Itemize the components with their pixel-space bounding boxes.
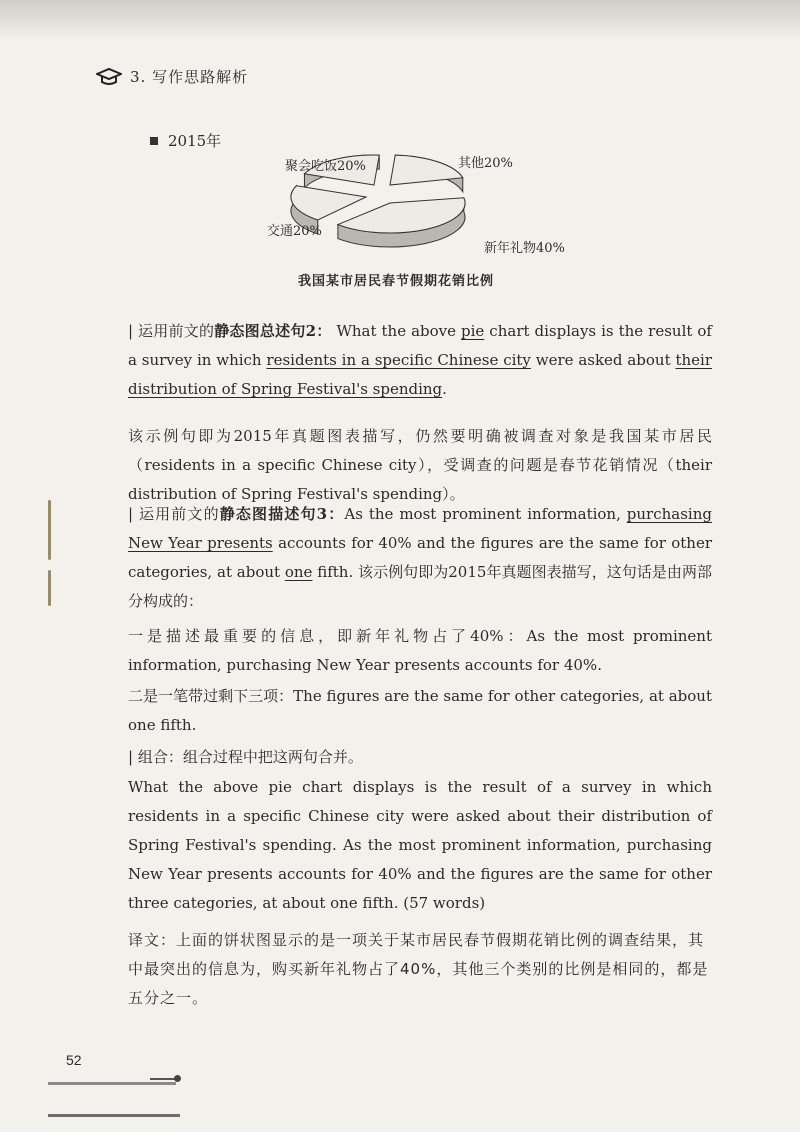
- para2-text: 该示例句即为2015年真题图表描写，仍然要明确被调查对象是我国某市居民（residents in a specific Chinese city），受调查的问题是春节花销情况（their distribution of Spring Festival's spending）。: [128, 427, 712, 503]
- paragraph-combined-answer: [128, 773, 712, 918]
- para3-underline: purchasing New Year presents: [128, 505, 712, 552]
- para6-text: | 组合：组合过程中把这两句合并。: [128, 748, 363, 766]
- para3-bold: 静态图描述句3：: [219, 505, 345, 523]
- para3-text: accounts for 40% and the figures are the same for other categories, at about: [128, 534, 713, 581]
- para3-text: fifth. 该示例句即为2015年真题图表描写，这句话是由两部分构成的：: [128, 563, 712, 610]
- para1-text: What the above: [331, 322, 462, 340]
- para3-prefix: | 运用前文的: [128, 505, 220, 523]
- paragraph-describe-sentence: [128, 500, 712, 616]
- translation-paragraph: 译文：上面的饼状图显示的是一项关于某市居民春节假期花销比例的调查结果，其中最突出的信息为，购买新年礼物占了40%，其他三个类别的比例是相同的，都是五分之一。: [128, 931, 709, 1007]
- chart-caption: 我国某市居民春节假期花销比例: [298, 274, 495, 289]
- section-title: 3. 写作思路解析: [130, 68, 249, 86]
- section-header: [96, 66, 248, 87]
- paragraph-point-1: [128, 622, 712, 680]
- pie-label-gathering: 聚会吃饭20%: [285, 159, 366, 174]
- para3-text: As the most prominent information,: [344, 505, 627, 523]
- para3-underline: one: [284, 563, 313, 581]
- graduation-cap-icon: [96, 67, 122, 87]
- para1-text: .: [442, 380, 447, 398]
- binding-mark: [48, 500, 51, 560]
- para1-underline: residents in a specific Chinese city: [266, 351, 531, 369]
- footer-rule: [48, 1082, 176, 1085]
- paragraph-explanation-1: [128, 422, 712, 509]
- footer-rule-bottom: [48, 1114, 180, 1117]
- para1-text: were asked about: [530, 351, 676, 369]
- pie-label-other: 其他20%: [458, 156, 513, 171]
- pie-label-gifts: 新年礼物40%: [484, 241, 565, 256]
- paragraph-point-2: [128, 682, 712, 740]
- para7-text: What the above pie chart displays is the result of a survey in which residents in a specific Chinese city were asked about their distribution of Spring Festival's spending. As the most prominent information, purchasing New Year presents accounts for 40% and the figures are the same for other three categories, at about one fifth. (57 words): [128, 778, 712, 912]
- page-top-shadow: [0, 0, 800, 40]
- para1-bold: 静态图总述句2：: [214, 322, 332, 340]
- para4-text: 一是描述最重要的信息，即新年礼物占了40%：As the most prominent information, purchasing New Year presents accounts for 40%.: [128, 627, 712, 674]
- year-heading: [150, 130, 221, 151]
- para5-text: 二是一笔带过剩下三项：The figures are the same for other categories, at about one fifth.: [128, 687, 712, 734]
- paragraph-summary-sentence: [128, 317, 712, 404]
- pie-label-transport: 交通20%: [267, 224, 322, 239]
- footer-rule-thin: [150, 1078, 176, 1080]
- para1-text: chart displays is the result of a survey in which: [128, 322, 712, 369]
- page-number: 52: [66, 1052, 82, 1068]
- binding-mark: [48, 570, 51, 606]
- year-label: 2015年: [168, 132, 222, 150]
- para1-underline: their distribution of Spring Festival's spending: [128, 351, 712, 398]
- paragraph-combine-heading: [128, 743, 712, 772]
- para1-underline: pie: [461, 322, 485, 340]
- footer-dot: [174, 1075, 181, 1082]
- bullet-square-icon: [150, 137, 158, 145]
- para1-prefix: | 运用前文的: [128, 322, 215, 340]
